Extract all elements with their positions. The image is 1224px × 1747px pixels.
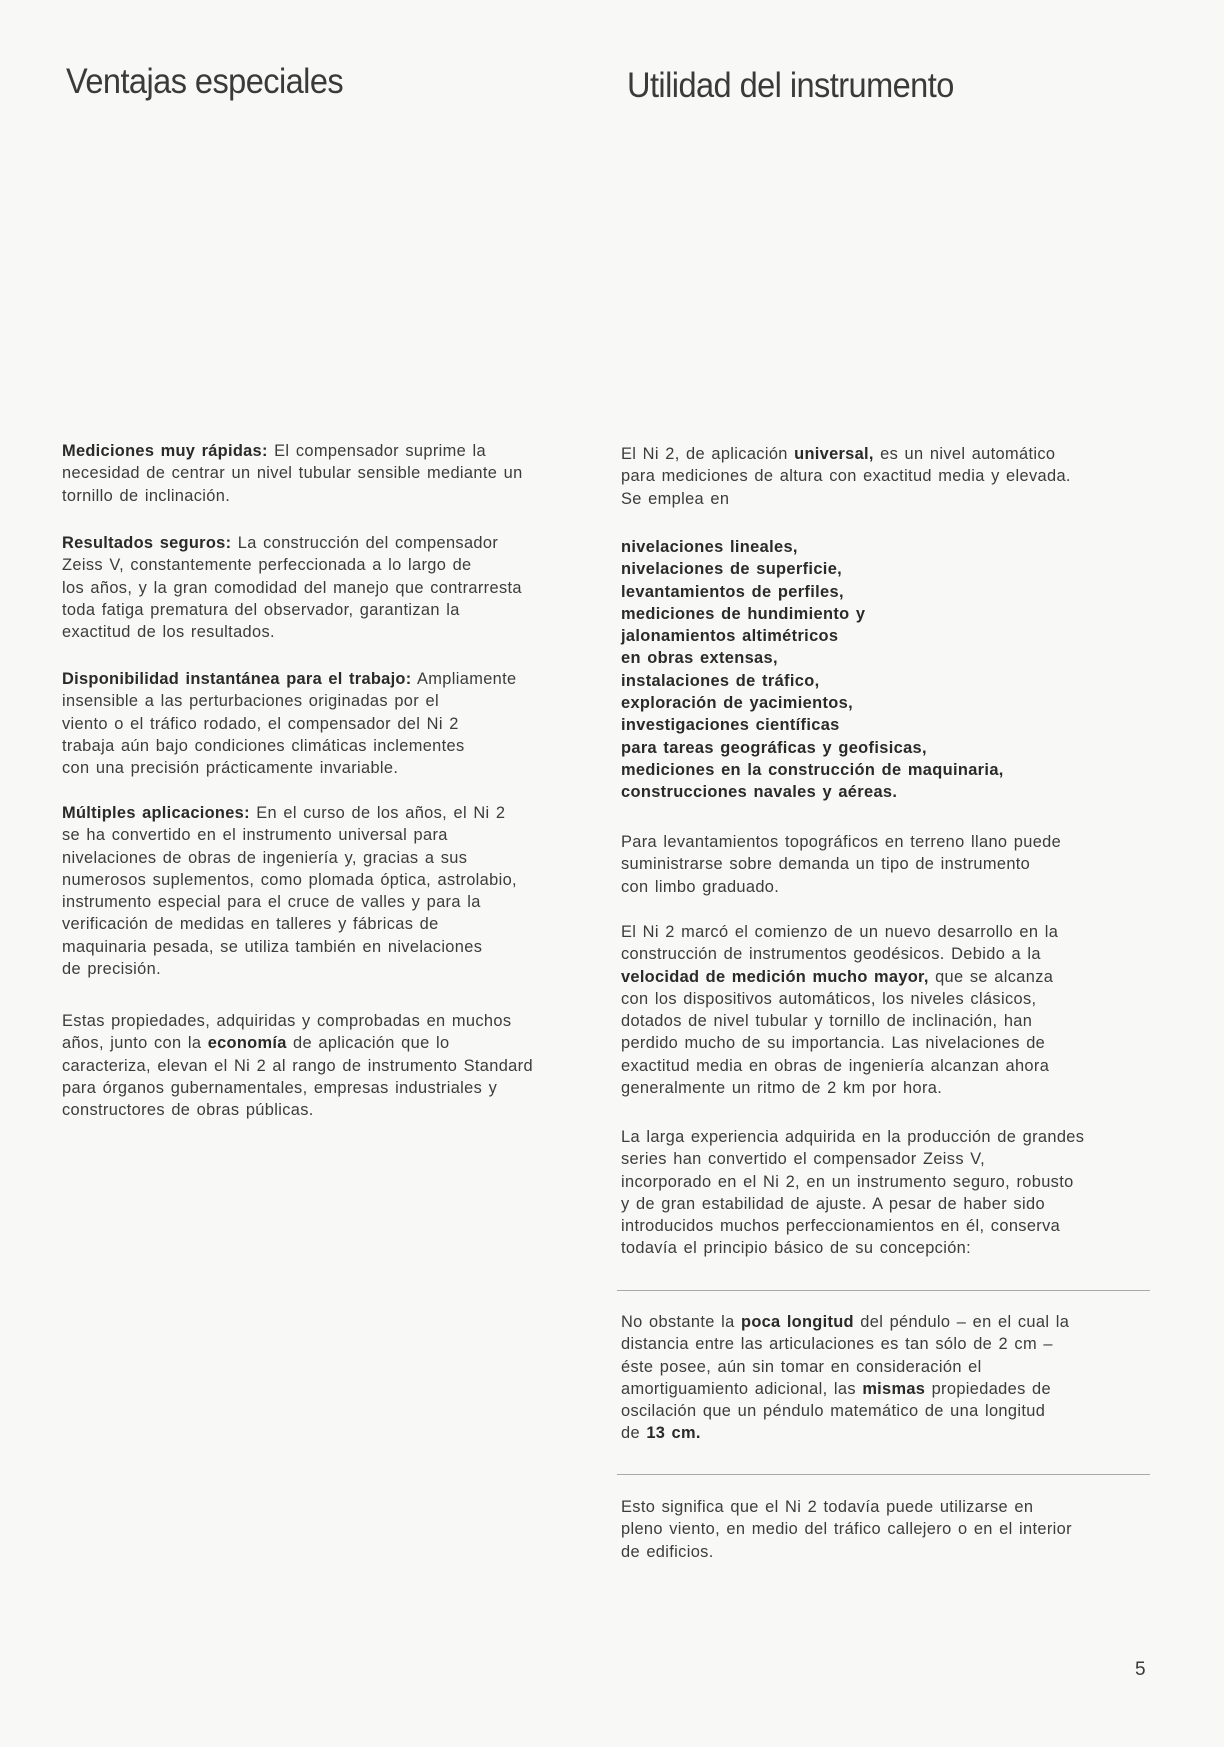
text-line: [62, 936, 517, 958]
heading-ventajas-especiales: Ventajas especiales: [66, 62, 344, 101]
text-line: [621, 1356, 1069, 1378]
text-line: [62, 1032, 533, 1054]
text-run: caracteriza, elevan el Ni 2 al rango de instrumento Standard: [62, 1056, 533, 1075]
text-run: Esto significa que el Ni 2 todavía puede utilizarse en: [621, 1498, 1034, 1516]
text-run: exactitud de los resultados.: [62, 623, 275, 642]
text-line: [62, 1077, 533, 1099]
text-line: [621, 876, 1061, 898]
text-run: Se emplea en: [621, 489, 730, 508]
text-line: [62, 668, 517, 690]
text-run: maquinaria pesada, se utiliza también en nivelaciones: [62, 937, 483, 956]
text-line: [62, 802, 517, 824]
application-item: levantamientos de perfiles,: [621, 582, 844, 601]
text-run: verificación de medidas en talleres y fábricas de: [62, 915, 439, 934]
text-line: [621, 1541, 1072, 1563]
text-run: No obstante la: [621, 1313, 742, 1331]
text-run: con una precisión prácticamente invariable.: [62, 759, 399, 778]
text-run: éste posee, aún sin tomar en consideración el: [621, 1357, 982, 1376]
text-line: [62, 757, 517, 779]
application-item: exploración de yacimientos,: [621, 694, 853, 713]
text-run: construcción de instrumentos geodésicos. Debido a la: [621, 945, 1041, 964]
paragraph-levantamientos-topograficos: [621, 831, 1061, 898]
text-run: con limbo graduado.: [621, 877, 780, 896]
paragraph-nuevo-desarrollo: [621, 921, 1058, 1099]
text-run: Ampliamente: [411, 670, 517, 688]
text-run: series han convertido el compensador Zeiss V,: [621, 1150, 985, 1169]
text-run: El Ni 2 marcó el comienzo de un nuevo desarrollo en la: [621, 923, 1059, 941]
text-line: [621, 1496, 1072, 1518]
text-line: [62, 913, 517, 935]
text-line: [62, 1055, 533, 1077]
text-line: [621, 1171, 1084, 1193]
text-run: Estas propiedades, adquiridas y comprobadas en muchos: [62, 1012, 512, 1030]
text-line: [62, 621, 522, 643]
text-line: [621, 1237, 1084, 1259]
text-line: [62, 735, 517, 757]
text-line: [621, 921, 1058, 943]
text-run: de aplicación que lo: [286, 1034, 450, 1053]
text-line: [621, 853, 1061, 875]
application-item: para tareas geográficas y geofisicas,: [621, 738, 927, 757]
application-item: nivelaciones de superficie,: [621, 560, 843, 579]
horizontal-rule: [617, 1290, 1150, 1291]
application-item: mediciones en la construcción de maquinaria,: [621, 760, 1004, 779]
text-run: de: [621, 1424, 647, 1443]
text-line: [62, 869, 517, 891]
text-run: que se alcanza: [928, 967, 1054, 986]
text-run: El Ni 2, de aplicación: [621, 445, 795, 463]
application-item: en obras extensas,: [621, 649, 778, 668]
text-line: [621, 1126, 1084, 1148]
text-run: toda fatiga prematura del observador, garantizan la: [62, 600, 460, 619]
bold-text: mismas: [862, 1379, 926, 1398]
text-run: de precisión.: [62, 960, 161, 979]
text-run: introducidos muchos perfeccionamientos en él, conserva: [621, 1217, 1061, 1236]
text-run: del péndulo – en el cual la: [853, 1313, 1070, 1331]
text-line: [62, 891, 517, 913]
text-run: de edificios.: [621, 1542, 714, 1561]
text-line: [621, 1400, 1069, 1422]
text-run: La construcción del compensador: [231, 534, 499, 552]
bold-text: Múltiples aplicaciones:: [62, 804, 250, 822]
application-item: construcciones navales y aéreas.: [621, 783, 898, 802]
text-line: [621, 1032, 1058, 1054]
paragraph-larga-experiencia: [621, 1126, 1084, 1260]
text-line: [62, 599, 522, 621]
text-run: constructores de obras públicas.: [62, 1101, 314, 1120]
text-line: [621, 943, 1058, 965]
text-run: dotados de nivel tubular y tornillo de inclinación, han: [621, 1012, 1033, 1031]
text-run: insensible a las perturbaciones originadas por el: [62, 692, 439, 711]
text-run: Para levantamientos topográficos en terreno llano puede: [621, 833, 1062, 851]
text-line: [621, 966, 1058, 988]
bold-text: universal,: [794, 445, 874, 463]
paragraph-intro-ni2: [621, 443, 1071, 510]
text-run: y de gran estabilidad de ajuste. A pesar de haber sido: [621, 1194, 1045, 1213]
paragraph-esto-significa: [621, 1496, 1072, 1563]
text-run: generalmente un ritmo de 2 km por hora.: [621, 1079, 943, 1098]
text-run: exactitud media en obras de ingeniería alcanzan ahora: [621, 1056, 1050, 1075]
text-run: En el curso de los años, el Ni 2: [249, 804, 506, 822]
text-run: propiedades de: [925, 1379, 1051, 1398]
text-run: para mediciones de altura con exactitud media y elevada.: [621, 467, 1071, 486]
text-run: años, junto con la: [62, 1034, 208, 1053]
text-run: suministrarse sobre demanda un tipo de instrumento: [621, 855, 1031, 874]
application-item: investigaciones científicas: [621, 716, 840, 735]
text-line: [621, 443, 1071, 465]
text-run: oscilación que un péndulo matemático de una longitud: [621, 1402, 1046, 1421]
text-run: instrumento especial para el cruce de valles y para la: [62, 893, 481, 912]
bold-text: Disponibilidad instantánea para el trabajo:: [62, 670, 412, 688]
text-run: pleno viento, en medio del tráfico callejero o en el interior: [621, 1520, 1072, 1539]
text-line: [621, 1422, 1069, 1444]
text-run: trabaja aún bajo condiciones climáticas inclementes: [62, 736, 465, 755]
text-run: todavía el principio básico de su concepción:: [621, 1239, 972, 1258]
text-line: [62, 1010, 533, 1032]
text-line: [621, 1010, 1058, 1032]
application-item: nivelaciones lineales,: [621, 538, 798, 556]
bold-text: Mediciones muy rápidas:: [62, 442, 268, 460]
text-line: [621, 465, 1071, 487]
text-run: amortiguamiento adicional, las: [621, 1379, 863, 1398]
text-line: [621, 1518, 1072, 1540]
text-line: [621, 1215, 1084, 1237]
text-run: con los dispositivos automáticos, los niveles clásicos,: [621, 989, 1037, 1008]
paragraph-mediciones-rapidas: [62, 440, 523, 507]
heading-utilidad-del-instrumento: Utilidad del instrumento: [627, 66, 954, 105]
text-line: [62, 554, 522, 576]
bold-text: velocidad de medición mucho mayor,: [621, 967, 929, 986]
text-line: [621, 1148, 1084, 1170]
text-run: viento o el tráfico rodado, el compensador del Ni 2: [62, 714, 459, 733]
text-line: [62, 485, 523, 507]
text-run: incorporado en el Ni 2, en un instrumento seguro, robusto: [621, 1172, 1074, 1191]
text-line: [62, 532, 522, 554]
text-line: [62, 847, 517, 869]
application-item: mediciones de hundimiento y: [621, 604, 866, 623]
text-line: [62, 577, 522, 599]
text-run: perdido mucho de su importancia. Las nivelaciones de: [621, 1034, 1046, 1053]
bold-text: poca longitud: [741, 1313, 854, 1331]
text-run: distancia entre las articulaciones es tan sólo de 2 cm –: [621, 1335, 1053, 1354]
text-line: [621, 1077, 1058, 1099]
text-run: tornillo de inclinación.: [62, 486, 231, 505]
text-line: [621, 488, 1071, 510]
application-item: instalaciones de tráfico,: [621, 671, 820, 690]
text-line: [62, 713, 517, 735]
paragraph-disponibilidad: [62, 668, 517, 779]
applications-list: [621, 536, 1004, 804]
page-number: 5: [1135, 1659, 1146, 1680]
text-run: nivelaciones de obras de ingeniería y, gracias a sus: [62, 848, 468, 867]
text-line: [621, 1193, 1084, 1215]
bold-text: Resultados seguros:: [62, 534, 232, 552]
text-run: para órganos gubernamentales, empresas industriales y: [62, 1078, 498, 1097]
bold-text: economía: [207, 1034, 287, 1053]
text-run: numerosos suplementos, como plomada óptica, astrolabio,: [62, 870, 517, 889]
text-run: El compensador suprime la: [267, 442, 486, 460]
text-line: [621, 831, 1061, 853]
text-run: Zeiss V, constantemente perfeccionada a lo largo de: [62, 556, 472, 575]
bold-text: 13 cm.: [646, 1424, 701, 1443]
text-run: es un nivel automático: [873, 445, 1056, 463]
paragraph-multiples-aplicaciones: [62, 802, 517, 980]
paragraph-estas-propiedades: [62, 1010, 533, 1121]
text-line: [621, 988, 1058, 1010]
text-line: [621, 1333, 1069, 1355]
paragraph-poca-longitud: [621, 1311, 1069, 1445]
text-line: [621, 1055, 1058, 1077]
text-run: necesidad de centrar un nivel tubular sensible mediante un: [62, 464, 523, 483]
text-line: [62, 824, 517, 846]
text-run: La larga experiencia adquirida en la producción de grandes: [621, 1128, 1085, 1146]
paragraph-resultados-seguros: [62, 532, 522, 643]
text-run: se ha convertido en el instrumento universal para: [62, 826, 448, 845]
text-line: [62, 690, 517, 712]
horizontal-rule: [617, 1474, 1150, 1475]
text-line: [62, 462, 523, 484]
application-item: jalonamientos altimétricos: [621, 627, 839, 646]
text-line: [62, 958, 517, 980]
text-line: [621, 1378, 1069, 1400]
text-run: los años, y la gran comodidad del manejo que contrarresta: [62, 578, 522, 597]
text-line: [621, 1311, 1069, 1333]
text-line: [62, 1099, 533, 1121]
text-line: [62, 440, 523, 462]
